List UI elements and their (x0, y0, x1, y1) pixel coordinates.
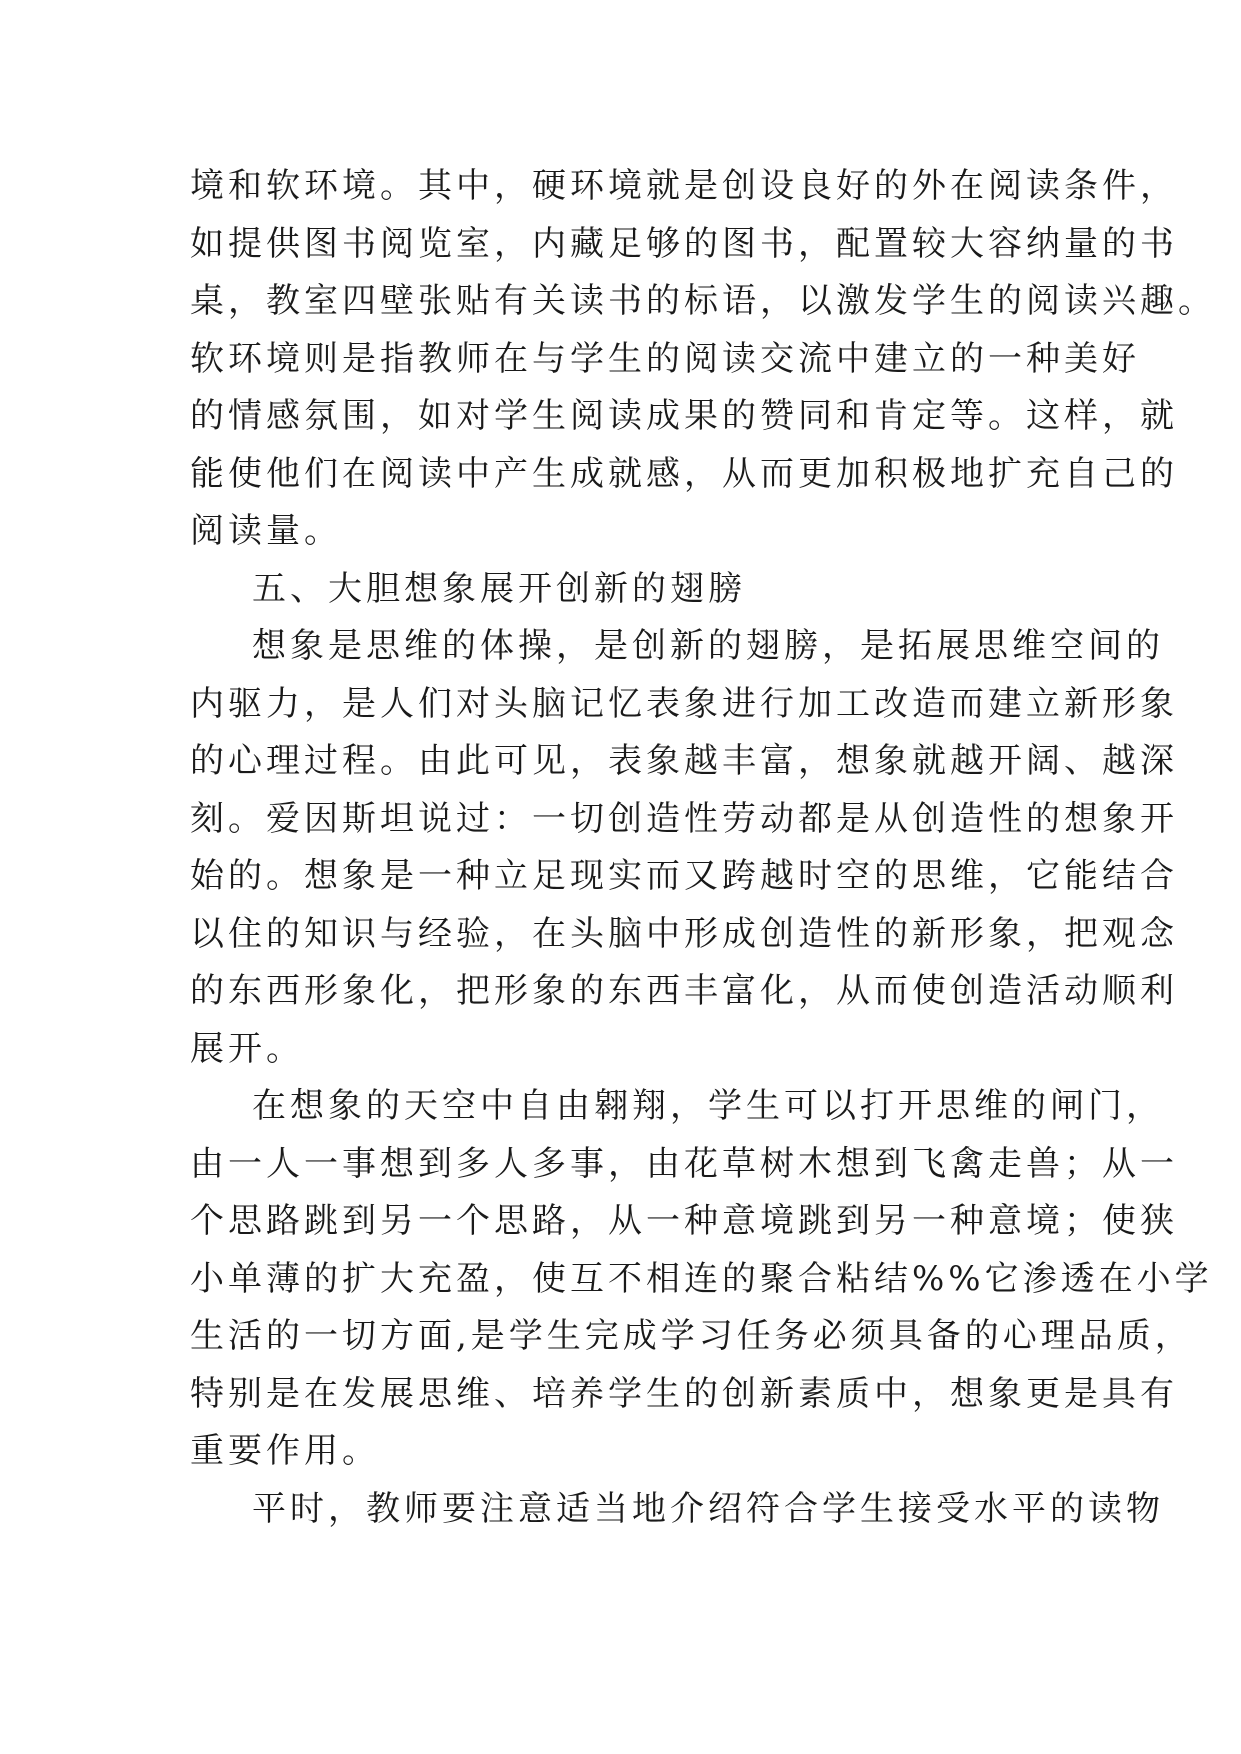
text-line: 生活的一切方面,是学生完成学习任务必须具备的心理品质， (190, 1316, 1193, 1356)
body-text (190, 158, 1216, 1538)
text-line: 刻。爱因斯坦说过：一切创造性劳动都是从创造性的想象开 (190, 798, 1178, 839)
text-line: 如提供图书阅览室，内藏足够的图书，配置较大容纳量的书 (190, 223, 1178, 264)
text-line: 特别是在发展思维、培养学生的创新素质中，想象更是具有 (190, 1373, 1178, 1414)
text-line: 个思路跳到另一个思路，从一种意境跳到另一种意境；使狭 (190, 1201, 1178, 1241)
text-line: 阅读量。 (190, 511, 342, 551)
text-line: 内驱力，是人们对头脑记忆表象进行加工改造而建立新形象 (190, 683, 1178, 724)
text-line: 平时，教师要注意适当地介绍符合学生接受水平的读物 (252, 1488, 1164, 1529)
text-line: 想象是思维的体操，是创新的翅膀，是拓展思维空间的 (252, 626, 1164, 666)
text-line: 桌，教室四壁张贴有关读书的标语，以激发学生的阅读兴趣。 (190, 281, 1216, 321)
text-line: 的情感氛围，如对学生阅读成果的赞同和肯定等。这样，就 (190, 396, 1178, 436)
text-line: 以住的知识与经验，在头脑中形成创造性的新形象，把观念 (190, 913, 1178, 954)
text-line: 始的。想象是一种立足现实而又跨越时空的思维，它能结合 (190, 856, 1178, 896)
text-line: 软环境则是指教师在与学生的阅读交流中建立的一种美好 (190, 338, 1140, 379)
section-heading: 五、大胆想象展开创新的翅膀 (252, 568, 746, 609)
text-line: 能使他们在阅读中产生成就感，从而更加积极地扩充自己的 (190, 453, 1178, 494)
text-line: 重要作用。 (190, 1431, 380, 1471)
text-line: 的心理过程。由此可见，表象越丰富，想象就越开阔、越深 (190, 741, 1178, 781)
text-line: 由一人一事想到多人多事，由花草树木想到飞禽走兽；从一 (190, 1143, 1178, 1184)
text-line: 在想象的天空中自由翱翔，学生可以打开思维的闸门， (252, 1086, 1164, 1126)
text-line: 境和软环境。其中，硬环境就是创设良好的外在阅读条件， (190, 166, 1178, 206)
text-line: 展开。 (190, 1028, 304, 1069)
text-line: 小单薄的扩大充盈，使互不相连的聚合粘结%%它渗透在小学 (190, 1258, 1213, 1299)
text-line: 的东西形象化，把形象的东西丰富化，从而使创造活动顺利 (190, 971, 1178, 1011)
